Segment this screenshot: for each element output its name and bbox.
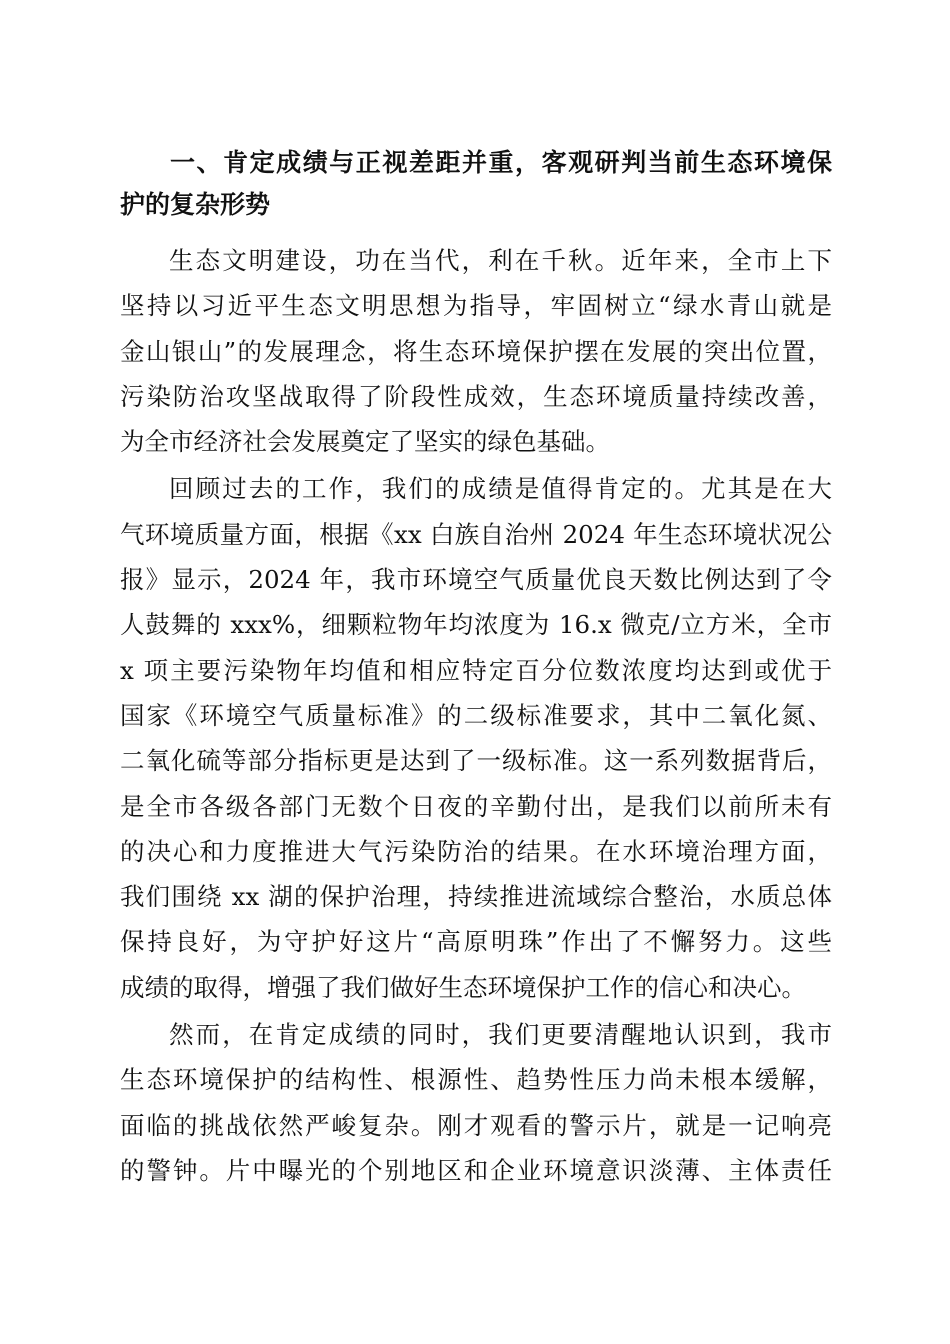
paragraph-line: 生态环境保护的结构性、根源性、趋势性压力尚未根本缓解，	[120, 1065, 832, 1095]
paragraph-line: 报》显示，2024 年，我市环境空气质量优良天数比例达到了令	[120, 565, 832, 595]
paragraph-line: 然而，在肯定成绩的同时，我们更要清醒地认识到，我市	[169, 1020, 832, 1050]
paragraph-line: 为全市经济社会发展奠定了坚实的绿色基础。	[120, 427, 610, 457]
paragraph-line: 是全市各级各部门无数个日夜的辛勤付出，是我们以前所未有	[120, 791, 832, 821]
paragraph-line: x 项主要污染物年均值和相应特定百分位数浓度均达到或优于	[120, 655, 832, 685]
paragraph-line: 坚持以习近平生态文明思想为指导，牢固树立“绿水青山就是	[120, 291, 832, 321]
paragraph-line: 生态文明建设，功在当代，利在千秋。近年来，全市上下	[169, 246, 832, 275]
paragraph-line: 二氧化硫等部分指标更是达到了一级标准。这一系列数据背后，	[120, 746, 832, 776]
paragraph-line: 回顾过去的工作，我们的成绩是值得肯定的。尤其是在大	[169, 474, 832, 504]
heading-line: 护的复杂形势	[120, 190, 271, 219]
paragraph-line: 的决心和力度推进大气污染防治的结果。在水环境治理方面，	[120, 836, 832, 866]
section-heading	[120, 142, 832, 226]
paragraph-1	[120, 238, 832, 464]
paragraph-line: 国家《环境空气质量标准》的二级标准要求，其中二氧化氮、	[120, 700, 832, 730]
paragraph-2	[120, 466, 832, 1010]
paragraph-line: 成绩的取得，增强了我们做好生态环境保护工作的信心和决心。	[120, 972, 806, 1002]
paragraph-3	[120, 1012, 832, 1193]
paragraph-line: 的警钟。片中曝光的个别地区和企业环境意识淡薄、主体责任	[120, 1155, 832, 1185]
paragraph-line: 污染防治攻坚战取得了阶段性成效，生态环境质量持续改善，	[120, 381, 832, 411]
paragraph-line: 人鼓舞的 xxx%，细颗粒物年均浓度为 16.x 微克/立方米，全市	[120, 610, 832, 640]
paragraph-line: 保持良好，为守护好这片“高原明珠”作出了不懈努力。这些	[120, 927, 832, 957]
paragraph-line: 面临的挑战依然严峻复杂。刚才观看的警示片，就是一记响亮	[120, 1110, 832, 1140]
document-body	[120, 142, 832, 1193]
paragraph-line: 我们围绕 xx 湖的保护治理，持续推进流域综合整治，水质总体	[120, 882, 832, 912]
paragraph-line: 气环境质量方面，根据《xx 白族自治州 2024 年生态环境状况公	[120, 519, 832, 549]
paragraph-line: 金山银山”的发展理念，将生态环境保护摆在发展的突出位置，	[120, 336, 832, 366]
heading-line: 一、肯定成绩与正视差距并重，客观研判当前生态环境保	[170, 148, 832, 177]
